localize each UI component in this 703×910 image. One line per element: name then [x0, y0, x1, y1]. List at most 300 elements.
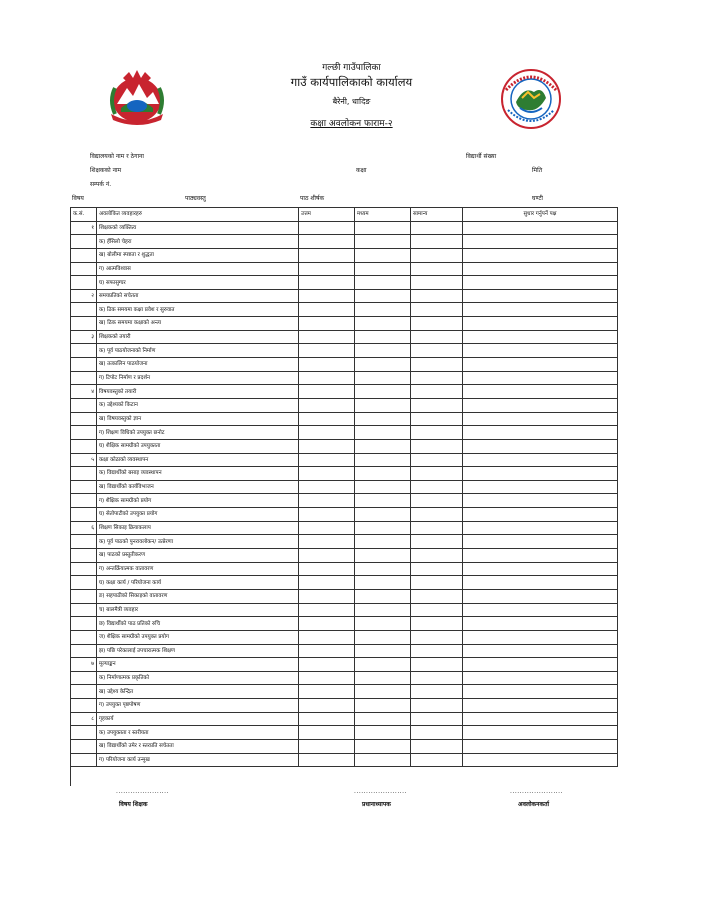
rating-normal-cell[interactable]: [411, 576, 463, 590]
row-behaviour: ग) उपयुक्त पृष्ठपोषण: [97, 699, 299, 713]
improvement-cell[interactable]: [463, 576, 618, 590]
rating-normal-cell[interactable]: [411, 535, 463, 549]
rating-medium-cell[interactable]: [355, 385, 411, 399]
rating-normal-cell[interactable]: [411, 289, 463, 303]
teacher-name-label: शिक्षकको नाम: [90, 167, 122, 174]
rating-medium-cell[interactable]: [355, 658, 411, 672]
table-row: [71, 644, 618, 658]
row-number: [71, 753, 97, 767]
rating-medium-cell[interactable]: [355, 344, 411, 358]
rating-medium-cell[interactable]: [355, 562, 411, 576]
table-row: [71, 235, 618, 249]
date-label: मिति: [532, 167, 543, 174]
row-number: [71, 685, 97, 699]
row-number: [71, 617, 97, 631]
improvement-cell[interactable]: [463, 671, 618, 685]
improvement-cell[interactable]: [463, 317, 618, 331]
rating-excellent-cell[interactable]: [299, 235, 355, 249]
rating-excellent-cell[interactable]: [299, 480, 355, 494]
row-behaviour: ख) विद्यार्थीको उमेर र स्तरप्रति सचेतता: [97, 739, 299, 753]
rating-excellent-cell[interactable]: [299, 712, 355, 726]
header-normal: सामान्य: [411, 208, 463, 222]
rating-normal-cell[interactable]: [411, 262, 463, 276]
table-row: [71, 549, 618, 563]
rating-normal-cell[interactable]: [411, 603, 463, 617]
row-behaviour: ख) विद्यार्थीको कार्यविभाजन: [97, 480, 299, 494]
row-number: [71, 412, 97, 426]
improvement-cell[interactable]: [463, 385, 618, 399]
row-number: [71, 371, 97, 385]
office-address: बैरेनी, धादिङ: [332, 97, 371, 106]
rating-excellent-cell[interactable]: [299, 371, 355, 385]
student-count-label: विद्यार्थी संख्या: [466, 153, 497, 160]
rating-excellent-cell[interactable]: [299, 439, 355, 453]
rating-normal-cell[interactable]: [411, 426, 463, 440]
rating-excellent-cell[interactable]: [299, 398, 355, 412]
rating-excellent-cell[interactable]: [299, 289, 355, 303]
header-improvement: सुधार गर्नुपर्ने पक्ष: [463, 208, 618, 222]
rating-medium-cell[interactable]: [355, 426, 411, 440]
rating-excellent-cell[interactable]: [299, 303, 355, 317]
rating-excellent-cell[interactable]: [299, 358, 355, 372]
rating-medium-cell[interactable]: [355, 453, 411, 467]
table-row: [71, 276, 618, 290]
rating-medium-cell[interactable]: [355, 576, 411, 590]
form-title: कक्षा अवलोकन फाराम-२: [310, 119, 393, 129]
rating-normal-cell[interactable]: [411, 467, 463, 481]
rating-medium-cell[interactable]: [355, 371, 411, 385]
rating-medium-cell[interactable]: [355, 617, 411, 631]
row-behaviour: घ) कक्षा कार्य / परियोजना कार्य: [97, 576, 299, 590]
table-row: [71, 671, 618, 685]
rating-medium-cell[interactable]: [355, 398, 411, 412]
row-number: [71, 603, 97, 617]
rating-normal-cell[interactable]: [411, 562, 463, 576]
row-number: २: [71, 289, 97, 303]
row-number: [71, 467, 97, 481]
rating-normal-cell[interactable]: [411, 235, 463, 249]
table-row: [71, 494, 618, 508]
rating-excellent-cell[interactable]: [299, 535, 355, 549]
rating-medium-cell[interactable]: [355, 221, 411, 235]
improvement-cell[interactable]: [463, 562, 618, 576]
header-excellent: उत्तम: [299, 208, 355, 222]
office-name: गाउँ कार्यपालिकाको कार्यालय: [290, 75, 413, 89]
improvement-cell[interactable]: [463, 508, 618, 522]
row-behaviour: क) हँसिलो चेहरा: [97, 235, 299, 249]
rating-excellent-cell[interactable]: [299, 644, 355, 658]
rating-medium-cell[interactable]: [355, 712, 411, 726]
rating-medium-cell[interactable]: [355, 521, 411, 535]
improvement-cell[interactable]: [463, 480, 618, 494]
rating-normal-cell[interactable]: [411, 521, 463, 535]
rating-normal-cell[interactable]: [411, 726, 463, 740]
row-behaviour: क) ठिक समयमा कक्षा प्रवेश र सुरुवात: [97, 303, 299, 317]
row-number: [71, 562, 97, 576]
rating-excellent-cell[interactable]: [299, 508, 355, 522]
row-behaviour: ख) उद्देश्य केन्द्रित: [97, 685, 299, 699]
improvement-cell[interactable]: [463, 412, 618, 426]
row-behaviour: ग) शिक्षण विधिको उपयुक्त छनोट: [97, 426, 299, 440]
rating-medium-cell[interactable]: [355, 535, 411, 549]
table-row: [71, 467, 618, 481]
lesson-title-label: पाठ शीर्षक: [300, 195, 325, 202]
rating-excellent-cell[interactable]: [299, 671, 355, 685]
row-number: [71, 549, 97, 563]
rating-excellent-cell[interactable]: [299, 453, 355, 467]
improvement-cell[interactable]: [463, 426, 618, 440]
row-behaviour: घ) सफासुग्घर: [97, 276, 299, 290]
row-number: [71, 726, 97, 740]
table-row: [71, 371, 618, 385]
rating-excellent-cell[interactable]: [299, 276, 355, 290]
rating-medium-cell[interactable]: [355, 248, 411, 262]
row-behaviour: ग) शैक्षिक सामग्रीको प्रयोग: [97, 494, 299, 508]
header-behaviour: अवलोकित व्यवहारहरु: [97, 208, 299, 222]
improvement-cell[interactable]: [463, 699, 618, 713]
improvement-cell[interactable]: [463, 726, 618, 740]
rating-normal-cell[interactable]: [411, 344, 463, 358]
rating-normal-cell[interactable]: [411, 671, 463, 685]
rating-excellent-cell[interactable]: [299, 494, 355, 508]
improvement-cell[interactable]: [463, 358, 618, 372]
improvement-cell[interactable]: [463, 221, 618, 235]
table-row: [71, 753, 618, 767]
improvement-cell[interactable]: [463, 658, 618, 672]
improvement-cell[interactable]: [463, 371, 618, 385]
row-behaviour: शिक्षकको तयारी: [97, 330, 299, 344]
rating-excellent-cell[interactable]: [299, 467, 355, 481]
row-number: ४: [71, 385, 97, 399]
rating-normal-cell[interactable]: [411, 398, 463, 412]
row-number: [71, 494, 97, 508]
rating-normal-cell[interactable]: [411, 330, 463, 344]
rating-normal-cell[interactable]: [411, 480, 463, 494]
rating-normal-cell[interactable]: [411, 549, 463, 563]
row-behaviour: क) उद्देश्यको किटान: [97, 398, 299, 412]
row-behaviour: गृहकार्य: [97, 712, 299, 726]
row-behaviour: विषयवस्तुको तयारी: [97, 385, 299, 399]
school-name-label: विद्यालयको नाम र ठेगाना: [90, 153, 144, 160]
table-row: [71, 398, 618, 412]
rating-normal-cell[interactable]: [411, 439, 463, 453]
row-number: [71, 276, 97, 290]
rating-medium-cell[interactable]: [355, 671, 411, 685]
row-behaviour: ख) बोलीमा स्पष्टता र शुद्धता: [97, 248, 299, 262]
rating-normal-cell[interactable]: [411, 644, 463, 658]
table-row: [71, 412, 618, 426]
improvement-cell[interactable]: [463, 330, 618, 344]
row-number: [71, 262, 97, 276]
rating-excellent-cell[interactable]: [299, 685, 355, 699]
row-behaviour: ग) परियोजना कार्य उन्मुख: [97, 753, 299, 767]
improvement-cell[interactable]: [463, 617, 618, 631]
class-label: कक्षा: [356, 167, 367, 174]
row-number: [71, 589, 97, 603]
rating-medium-cell[interactable]: [355, 412, 411, 426]
row-number: [71, 576, 97, 590]
row-behaviour: क) विद्यार्थीको बसाइ व्यवस्थापन: [97, 467, 299, 481]
table-row: [71, 330, 618, 344]
table-row: [71, 289, 618, 303]
rating-normal-cell[interactable]: [411, 712, 463, 726]
rating-normal-cell[interactable]: [411, 412, 463, 426]
rating-excellent-cell[interactable]: [299, 385, 355, 399]
rating-medium-cell[interactable]: [355, 276, 411, 290]
rating-normal-cell[interactable]: [411, 453, 463, 467]
headteacher-label: प्रधानाध्यापक: [362, 801, 391, 808]
rating-excellent-cell[interactable]: [299, 344, 355, 358]
rating-excellent-cell[interactable]: [299, 221, 355, 235]
rating-medium-cell[interactable]: [355, 508, 411, 522]
table-row: [71, 439, 618, 453]
rating-medium-cell[interactable]: [355, 317, 411, 331]
table-header-row: [71, 208, 618, 222]
row-behaviour: ख) पाठको प्रस्तुतीकरण: [97, 549, 299, 563]
improvement-cell[interactable]: [463, 549, 618, 563]
table-row: [71, 739, 618, 753]
improvement-cell[interactable]: [463, 494, 618, 508]
table-row: [71, 385, 618, 399]
rating-medium-cell[interactable]: [355, 480, 411, 494]
rating-normal-cell[interactable]: [411, 699, 463, 713]
row-behaviour: क) उपयुक्तता र स्तरीयता: [97, 726, 299, 740]
row-number: [71, 644, 97, 658]
table-row: [71, 630, 618, 644]
table-row: [71, 221, 618, 235]
row-behaviour: च) बालमैत्री व्यवहार: [97, 603, 299, 617]
rating-medium-cell[interactable]: [355, 439, 411, 453]
row-number: ३: [71, 330, 97, 344]
rating-normal-cell[interactable]: [411, 617, 463, 631]
table-row: [71, 712, 618, 726]
rating-excellent-cell[interactable]: [299, 330, 355, 344]
row-number: [71, 303, 97, 317]
row-number: [71, 344, 97, 358]
rating-medium-cell[interactable]: [355, 644, 411, 658]
row-number: [71, 671, 97, 685]
signature-line-headteacher: ......................: [354, 788, 407, 795]
improvement-cell[interactable]: [463, 685, 618, 699]
row-behaviour: क) निर्माणात्मक प्रकृतिको: [97, 671, 299, 685]
table-row: [71, 453, 618, 467]
rating-normal-cell[interactable]: [411, 630, 463, 644]
row-behaviour: ग) टिपोट निर्माण र प्रदर्शन: [97, 371, 299, 385]
table-row: [71, 576, 618, 590]
row-behaviour: मूल्याङ्कन: [97, 658, 299, 672]
textbook-label: पाठ्यवस्तु: [185, 195, 206, 202]
observation-table: [70, 207, 618, 767]
row-behaviour: ङ) सहपाठीको सिकाइको वातावरण: [97, 589, 299, 603]
improvement-cell[interactable]: [463, 521, 618, 535]
rating-excellent-cell[interactable]: [299, 658, 355, 672]
improvement-cell[interactable]: [463, 235, 618, 249]
improvement-cell[interactable]: [463, 712, 618, 726]
improvement-cell[interactable]: [463, 439, 618, 453]
rating-normal-cell[interactable]: [411, 303, 463, 317]
rating-excellent-cell[interactable]: [299, 426, 355, 440]
improvement-cell[interactable]: [463, 303, 618, 317]
rating-excellent-cell[interactable]: [299, 549, 355, 563]
rating-normal-cell[interactable]: [411, 753, 463, 767]
rating-normal-cell[interactable]: [411, 739, 463, 753]
row-behaviour: क) पूर्व पाठको पुनरावलोकन/ उत्प्रेरणा: [97, 535, 299, 549]
observer-label: अवलोकनकर्ता: [518, 801, 550, 808]
improvement-cell[interactable]: [463, 289, 618, 303]
rating-medium-cell[interactable]: [355, 589, 411, 603]
rating-medium-cell[interactable]: [355, 739, 411, 753]
row-number: [71, 699, 97, 713]
rating-excellent-cell[interactable]: [299, 589, 355, 603]
row-behaviour: ख) ठिक समयमा कक्षाको अन्त्य: [97, 317, 299, 331]
row-number: [71, 508, 97, 522]
rating-excellent-cell[interactable]: [299, 726, 355, 740]
rating-excellent-cell[interactable]: [299, 603, 355, 617]
subject-teacher-label: विषय शिक्षक: [119, 801, 148, 808]
period-label: घण्टी: [532, 195, 543, 202]
rating-medium-cell[interactable]: [355, 726, 411, 740]
table-row: [71, 248, 618, 262]
rating-medium-cell[interactable]: [355, 494, 411, 508]
rating-normal-cell[interactable]: [411, 508, 463, 522]
row-number: ८: [71, 712, 97, 726]
improvement-cell[interactable]: [463, 276, 618, 290]
row-behaviour: कक्षा कोठाको व्यवस्थापन: [97, 453, 299, 467]
rating-excellent-cell[interactable]: [299, 262, 355, 276]
rating-excellent-cell[interactable]: [299, 630, 355, 644]
rating-normal-cell[interactable]: [411, 358, 463, 372]
row-number: [71, 739, 97, 753]
rating-excellent-cell[interactable]: [299, 753, 355, 767]
rating-excellent-cell[interactable]: [299, 521, 355, 535]
improvement-cell[interactable]: [463, 398, 618, 412]
rating-medium-cell[interactable]: [355, 289, 411, 303]
table-row: [71, 358, 618, 372]
table-row: [71, 562, 618, 576]
rating-normal-cell[interactable]: [411, 685, 463, 699]
rating-excellent-cell[interactable]: [299, 739, 355, 753]
row-number: [71, 480, 97, 494]
table-row: [71, 658, 618, 672]
rating-medium-cell[interactable]: [355, 467, 411, 481]
table-row: [71, 426, 618, 440]
improvement-cell[interactable]: [463, 644, 618, 658]
rating-excellent-cell[interactable]: [299, 317, 355, 331]
rating-excellent-cell[interactable]: [299, 248, 355, 262]
rating-medium-cell[interactable]: [355, 603, 411, 617]
table-row: [71, 603, 618, 617]
rating-medium-cell[interactable]: [355, 685, 411, 699]
rating-medium-cell[interactable]: [355, 699, 411, 713]
improvement-cell[interactable]: [463, 603, 618, 617]
row-behaviour: ग) आत्मविश्वास: [97, 262, 299, 276]
row-behaviour: झ) पछि परेकालाई उपचारात्मक शिक्षण: [97, 644, 299, 658]
row-behaviour: क) पूर्व पाठयोजनाको निर्माण: [97, 344, 299, 358]
rating-medium-cell[interactable]: [355, 358, 411, 372]
improvement-cell[interactable]: [463, 453, 618, 467]
improvement-cell[interactable]: [463, 739, 618, 753]
rating-medium-cell[interactable]: [355, 330, 411, 344]
rating-excellent-cell[interactable]: [299, 699, 355, 713]
row-number: ७: [71, 658, 97, 672]
row-behaviour: घ) शैक्षिक सामग्रीको उपयुक्तता: [97, 439, 299, 453]
row-number: [71, 398, 97, 412]
rating-medium-cell[interactable]: [355, 630, 411, 644]
improvement-cell[interactable]: [463, 467, 618, 481]
municipality-name: गल्छी गाउँपालिका: [322, 63, 381, 73]
table-row: [71, 685, 618, 699]
table-margin-line: [70, 760, 71, 786]
rating-normal-cell[interactable]: [411, 248, 463, 262]
rating-normal-cell[interactable]: [411, 221, 463, 235]
row-number: [71, 426, 97, 440]
rating-excellent-cell[interactable]: [299, 617, 355, 631]
table-row: [71, 699, 618, 713]
table-row: [71, 521, 618, 535]
signature-line-observer: ......................: [510, 788, 563, 795]
rating-excellent-cell[interactable]: [299, 562, 355, 576]
header-medium: मध्यम: [355, 208, 411, 222]
row-number: [71, 358, 97, 372]
subject-label: विषय: [72, 195, 84, 202]
row-number: [71, 630, 97, 644]
rating-normal-cell[interactable]: [411, 385, 463, 399]
rating-excellent-cell[interactable]: [299, 412, 355, 426]
rating-medium-cell[interactable]: [355, 303, 411, 317]
rating-normal-cell[interactable]: [411, 658, 463, 672]
rating-medium-cell[interactable]: [355, 235, 411, 249]
table-row: [71, 535, 618, 549]
table-row: [71, 617, 618, 631]
row-behaviour: ज) शैक्षिक सामग्रीको उपयुक्त प्रयोग: [97, 630, 299, 644]
rating-medium-cell[interactable]: [355, 262, 411, 276]
improvement-cell[interactable]: [463, 344, 618, 358]
table-row: [71, 726, 618, 740]
improvement-cell[interactable]: [463, 248, 618, 262]
table-row: [71, 317, 618, 331]
row-number: [71, 439, 97, 453]
table-row: [71, 344, 618, 358]
row-behaviour: छ) विद्यार्थीको पाठ प्रतिको रुचि: [97, 617, 299, 631]
row-behaviour: शिक्षकको व्यक्तित्व: [97, 221, 299, 235]
rating-normal-cell[interactable]: [411, 494, 463, 508]
improvement-cell[interactable]: [463, 753, 618, 767]
table-row: [71, 508, 618, 522]
table-row: [71, 303, 618, 317]
table-row: [71, 480, 618, 494]
improvement-cell[interactable]: [463, 262, 618, 276]
header-serial: क.सं.: [71, 208, 97, 222]
improvement-cell[interactable]: [463, 589, 618, 603]
row-number: [71, 235, 97, 249]
row-number: ६: [71, 521, 97, 535]
row-behaviour: समयप्रतिको सचेतता: [97, 289, 299, 303]
rating-excellent-cell[interactable]: [299, 576, 355, 590]
rating-medium-cell[interactable]: [355, 549, 411, 563]
row-number: ५: [71, 453, 97, 467]
rating-normal-cell[interactable]: [411, 317, 463, 331]
improvement-cell[interactable]: [463, 630, 618, 644]
row-behaviour: घ) सेतोपाटीको उपयुक्त प्रयोग: [97, 508, 299, 522]
rating-normal-cell[interactable]: [411, 589, 463, 603]
row-behaviour: ग) अन्तर्क्रियात्मक वातावरण: [97, 562, 299, 576]
improvement-cell[interactable]: [463, 535, 618, 549]
table-row: [71, 262, 618, 276]
rating-normal-cell[interactable]: [411, 371, 463, 385]
contact-no-label: सम्पर्क नं.: [90, 181, 112, 188]
rating-normal-cell[interactable]: [411, 276, 463, 290]
rating-medium-cell[interactable]: [355, 753, 411, 767]
